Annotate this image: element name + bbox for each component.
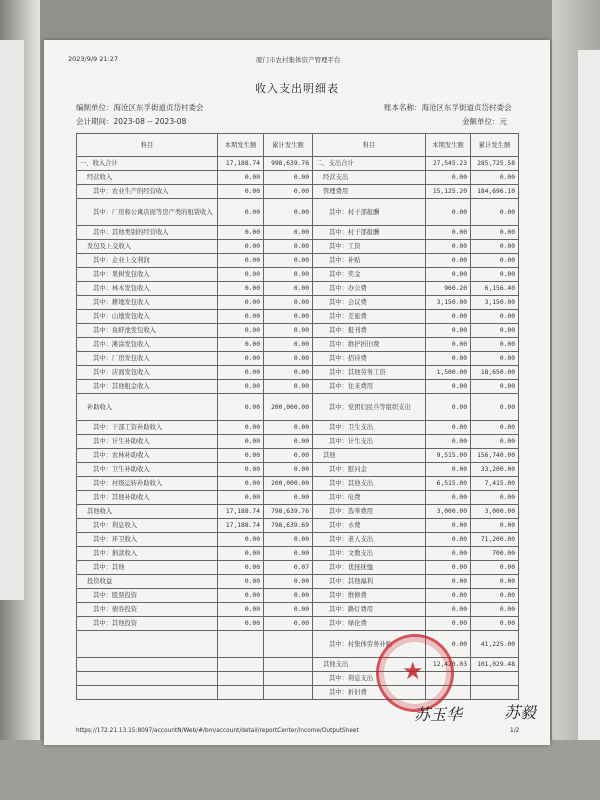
amount-cell: 0.00 xyxy=(218,561,264,575)
amount-cell: 0.00 xyxy=(218,603,264,617)
amount-cell: 0.00 xyxy=(426,352,471,366)
amount-cell: 0.00 xyxy=(471,519,519,533)
amount-cell: 0.00 xyxy=(218,352,264,366)
expense-item-cell: 其中：其他福利 xyxy=(313,575,426,589)
table-row xyxy=(77,421,519,435)
expense-item-cell: 其中：老人支出 xyxy=(313,533,426,547)
income-item-cell: 其中：厂房发包收入 xyxy=(77,352,218,366)
income-item-cell: 发包及上交收入 xyxy=(77,240,218,254)
table-row xyxy=(77,463,519,477)
table-row xyxy=(77,394,519,421)
amount-cell: 0.00 xyxy=(218,421,264,435)
amount-cell: 0.00 xyxy=(218,617,264,631)
table-row xyxy=(77,380,519,394)
table-row xyxy=(77,268,519,282)
expense-item-cell: 其中：办公费 xyxy=(313,282,426,296)
amount-cell: 0.00 xyxy=(264,268,313,282)
page-url: https://172.21.13.15:8097/accountN/Web/#/bm/account/detail/reportCenter/income/OutputSheet xyxy=(76,728,359,734)
income-item-cell: 其中：滩涂发包收入 xyxy=(77,338,218,352)
amount-cell: 0.00 xyxy=(426,491,471,505)
document-page xyxy=(44,40,550,745)
amount-cell: 0.00 xyxy=(218,575,264,589)
amount-cell: 0.00 xyxy=(264,240,313,254)
table-row xyxy=(77,185,519,199)
table-row xyxy=(77,617,519,631)
column-header: 科目 xyxy=(313,134,426,157)
column-header: 科目 xyxy=(77,134,218,157)
table-row xyxy=(77,296,519,310)
amount-cell: 0.00 xyxy=(426,617,471,631)
table-row xyxy=(77,575,519,589)
expense-item-cell: 其中：其他支出 xyxy=(313,477,426,491)
amount-cell: 0.00 xyxy=(426,575,471,589)
amount-cell: 0.00 xyxy=(471,324,519,338)
amount-cell xyxy=(264,686,313,700)
amount-cell: 0.00 xyxy=(264,310,313,324)
amount-cell: 700.00 xyxy=(471,547,519,561)
amount-cell: 0.00 xyxy=(218,463,264,477)
income-item-cell: 其中：林木发包收入 xyxy=(77,282,218,296)
amount-cell: 0.00 xyxy=(264,324,313,338)
amount-cell: 998,639.76 xyxy=(264,157,313,171)
expense-item-cell: 其中：路灯费用 xyxy=(313,603,426,617)
amount-cell xyxy=(264,631,313,658)
income-item-cell: 其中：店面发包收入 xyxy=(77,366,218,380)
page-title: 收入支出明细表 xyxy=(255,82,339,95)
amount-cell: 0.00 xyxy=(471,171,519,185)
amount-cell xyxy=(471,672,519,686)
amount-cell: 41,225.00 xyxy=(471,631,519,658)
amount-cell: 0.00 xyxy=(264,449,313,463)
amount-cell: 0.00 xyxy=(218,394,264,421)
amount-cell: 156,740.00 xyxy=(471,449,519,463)
table-row xyxy=(77,547,519,561)
amount-cell: 0.00 xyxy=(471,380,519,394)
amount-cell: 3,150.00 xyxy=(426,296,471,310)
expense-item-cell: 其中：选举费用 xyxy=(313,505,426,519)
expense-item-cell: 其中：计生支出 xyxy=(313,435,426,449)
currency-unit: 金额单位：元 xyxy=(462,117,507,126)
amount-cell: 3,150.00 xyxy=(471,296,519,310)
income-item-cell: 其中：其他 xyxy=(77,561,218,575)
expense-item-cell: 其中：工资 xyxy=(313,240,426,254)
table-row xyxy=(77,310,519,324)
amount-cell: 0.00 xyxy=(471,435,519,449)
amount-cell: 0.00 xyxy=(264,352,313,366)
amount-cell: 0.00 xyxy=(471,254,519,268)
amount-cell xyxy=(264,672,313,686)
income-item-cell: 其中：农业生产的经营收入 xyxy=(77,185,218,199)
amount-cell: 0.00 xyxy=(264,589,313,603)
amount-cell: 0.00 xyxy=(218,171,264,185)
income-item-cell: 其中：其他投资 xyxy=(77,617,218,631)
table-row xyxy=(77,435,519,449)
amount-cell xyxy=(218,686,264,700)
amount-cell: 0.00 xyxy=(218,435,264,449)
expense-item-cell: 其中：利息支出 xyxy=(313,672,426,686)
table-row xyxy=(77,491,519,505)
amount-cell: 0.00 xyxy=(218,589,264,603)
amount-cell: 9,515.00 xyxy=(426,449,471,463)
amount-cell: 0.00 xyxy=(264,185,313,199)
amount-cell: 960.20 xyxy=(426,282,471,296)
expense-item-cell: 其中：往来费用 xyxy=(313,380,426,394)
amount-cell: 3,000.00 xyxy=(471,505,519,519)
expense-item-cell: 其中：绿化费 xyxy=(313,617,426,631)
income-item-cell: 其中：干部工资补助收入 xyxy=(77,421,218,435)
background-right-paper xyxy=(578,50,600,740)
expense-item-cell: 其中：慰问金 xyxy=(313,463,426,477)
amount-cell xyxy=(218,658,264,672)
amount-cell: 0.00 xyxy=(471,352,519,366)
table-row xyxy=(77,477,519,491)
table-row xyxy=(77,561,519,575)
income-item-cell xyxy=(77,686,218,700)
income-item-cell: 其中：利息收入 xyxy=(77,519,218,533)
expense-item-cell: 其中：其他劳务工资 xyxy=(313,366,426,380)
income-item-cell: 其中：鱼虾池发包收入 xyxy=(77,324,218,338)
income-item-cell: 补助收入 xyxy=(77,394,218,421)
amount-cell: 0.00 xyxy=(218,324,264,338)
expense-item-cell: 其中：会议费 xyxy=(313,296,426,310)
income-item-cell: 其中：计生补助收入 xyxy=(77,435,218,449)
expense-item-cell: 其中：折旧费 xyxy=(313,686,426,700)
amount-cell: 6,515.00 xyxy=(426,477,471,491)
expense-item-cell: 其中：维护折旧费 xyxy=(313,338,426,352)
amount-cell: 200,000.00 xyxy=(264,477,313,491)
amount-cell: 0.00 xyxy=(264,603,313,617)
amount-cell: 15,125.20 xyxy=(426,185,471,199)
amount-cell: 6,156.40 xyxy=(471,282,519,296)
amount-cell: 0.00 xyxy=(264,171,313,185)
expense-item-cell: 其他 xyxy=(313,449,426,463)
amount-cell: 798,639.76 xyxy=(264,505,313,519)
amount-cell: 1,500.00 xyxy=(426,366,471,380)
income-item-cell: 其中：果树发包收入 xyxy=(77,268,218,282)
amount-cell: 0.00 xyxy=(426,463,471,477)
amount-cell: 17,188.74 xyxy=(218,157,264,171)
table-row xyxy=(77,631,519,658)
amount-cell: 285,725.58 xyxy=(471,157,519,171)
amount-cell xyxy=(218,672,264,686)
amount-cell: 0.00 xyxy=(426,268,471,282)
amount-cell: 0.00 xyxy=(426,435,471,449)
income-item-cell: 投资收益 xyxy=(77,575,218,589)
amount-cell xyxy=(218,631,264,658)
amount-cell: 33,200.00 xyxy=(471,463,519,477)
table-row xyxy=(77,603,519,617)
amount-cell: 0.00 xyxy=(218,380,264,394)
amount-cell: 0.00 xyxy=(264,338,313,352)
table-row xyxy=(77,366,519,380)
amount-cell: 17,188.74 xyxy=(218,505,264,519)
amount-cell: 0.00 xyxy=(426,324,471,338)
table-row xyxy=(77,171,519,185)
amount-cell: 12,420.03 xyxy=(426,658,471,672)
amount-cell: 0.00 xyxy=(426,533,471,547)
income-item-cell xyxy=(77,631,218,658)
amount-cell: 0.00 xyxy=(264,199,313,226)
compiling-unit: 编制单位：海沧区东孚街道贞岱村委会 xyxy=(76,103,204,112)
expense-item-cell: 经营支出 xyxy=(313,171,426,185)
accounting-period: 会计期间：2023-08 -- 2023-08 xyxy=(76,117,187,126)
expense-item-cell: 其中：卫生支出 xyxy=(313,421,426,435)
amount-cell: 0.00 xyxy=(218,338,264,352)
amount-cell: 0.00 xyxy=(218,491,264,505)
table-row xyxy=(77,199,519,226)
expense-item-cell: 二、支出合计 xyxy=(313,157,426,171)
table-row xyxy=(77,589,519,603)
amount-cell: 0.00 xyxy=(471,310,519,324)
amount-cell: 0.00 xyxy=(426,631,471,658)
official-seal xyxy=(376,634,454,712)
amount-cell: 0.00 xyxy=(426,310,471,324)
table-row xyxy=(77,505,519,519)
amount-cell: 0.00 xyxy=(218,240,264,254)
amount-cell: 17,188.74 xyxy=(218,519,264,533)
amount-cell: 0.00 xyxy=(218,199,264,226)
amount-cell: 0.00 xyxy=(426,254,471,268)
platform-name: 厦门市农村集体资产管理平台 xyxy=(256,56,341,64)
income-item-cell: 其中：其他类别的经营收入 xyxy=(77,226,218,240)
amount-cell: 0.00 xyxy=(426,603,471,617)
amount-cell: 0.00 xyxy=(264,296,313,310)
amount-cell xyxy=(471,686,519,700)
amount-cell: 0.00 xyxy=(471,603,519,617)
amount-cell: 0.00 xyxy=(471,394,519,421)
amount-cell: 0.00 xyxy=(264,282,313,296)
amount-cell: 0.00 xyxy=(218,449,264,463)
table-row xyxy=(77,352,519,366)
amount-cell: 0.00 xyxy=(218,185,264,199)
amount-cell: 0.00 xyxy=(218,547,264,561)
page-number: 1/2 xyxy=(510,728,520,734)
amount-cell: 0.00 xyxy=(264,366,313,380)
income-item-cell: 其中：企业上交利润 xyxy=(77,254,218,268)
table-row xyxy=(77,282,519,296)
income-item-cell: 其中：厂房和公寓店面等房产类的租赁收入 xyxy=(77,199,218,226)
income-item-cell: 其中：股票投资 xyxy=(77,589,218,603)
amount-cell: 0.00 xyxy=(264,617,313,631)
amount-cell: 0.00 xyxy=(218,268,264,282)
amount-cell: 0.00 xyxy=(264,533,313,547)
table-row xyxy=(77,254,519,268)
expense-item-cell: 其中：差旅费 xyxy=(313,310,426,324)
amount-cell: 0.00 xyxy=(426,421,471,435)
amount-cell: 0.00 xyxy=(426,199,471,226)
amount-cell: 0.00 xyxy=(471,268,519,282)
expense-item-cell: 其中：报刊费 xyxy=(313,324,426,338)
amount-cell: 0.00 xyxy=(471,589,519,603)
expense-item-cell: 其中：维修费 xyxy=(313,589,426,603)
income-item-cell: 其中：山地发包收入 xyxy=(77,310,218,324)
amount-cell: 0.00 xyxy=(218,296,264,310)
amount-cell: 0.00 xyxy=(426,338,471,352)
amount-cell: 0.00 xyxy=(426,226,471,240)
income-item-cell: 经营收入 xyxy=(77,171,218,185)
amount-cell: 0.07 xyxy=(264,561,313,575)
table-row xyxy=(77,686,519,700)
amount-cell: 0.00 xyxy=(218,366,264,380)
amount-cell: 0.00 xyxy=(426,380,471,394)
income-item-cell: 其中：耕地发包收入 xyxy=(77,296,218,310)
background-left-paper xyxy=(0,40,24,600)
ledger-name: 账本名称：海沧区东孚街道贞岱村委会 xyxy=(384,103,512,112)
expense-item-cell: 其中：党团妇民兵等组织支出 xyxy=(313,394,426,421)
table-row xyxy=(77,533,519,547)
amount-cell: 0.00 xyxy=(264,254,313,268)
amount-cell: 0.00 xyxy=(426,589,471,603)
background-floor xyxy=(0,740,600,800)
amount-cell: 18,650.00 xyxy=(471,366,519,380)
amount-cell: 0.00 xyxy=(218,533,264,547)
expense-item-cell: 其中：村干部报酬 xyxy=(313,226,426,240)
amount-cell: 0.00 xyxy=(426,394,471,421)
table-row xyxy=(77,519,519,533)
income-item-cell: 其中：债券投资 xyxy=(77,603,218,617)
table-header-row xyxy=(77,134,519,157)
income-item-cell xyxy=(77,672,218,686)
amount-cell: 0.00 xyxy=(471,199,519,226)
amount-cell: 0.00 xyxy=(264,491,313,505)
expense-item-cell: 其中：优抚抚恤 xyxy=(313,561,426,575)
table-row xyxy=(77,449,519,463)
amount-cell: 200,000.00 xyxy=(264,394,313,421)
amount-cell: 0.00 xyxy=(264,435,313,449)
amount-cell: 0.00 xyxy=(471,421,519,435)
amount-cell: 0.00 xyxy=(426,171,471,185)
seal-star-icon: ★ xyxy=(402,657,424,685)
signature-right: 苏毅 xyxy=(504,703,537,722)
amount-cell: 0.00 xyxy=(471,226,519,240)
amount-cell xyxy=(264,658,313,672)
column-header: 本期发生额 xyxy=(218,134,264,157)
print-datetime: 2023/9/9 21:27 xyxy=(68,55,118,63)
amount-cell: 0.00 xyxy=(218,254,264,268)
expense-item-cell: 其中：文教支出 xyxy=(313,547,426,561)
amount-cell: 0.00 xyxy=(471,561,519,575)
amount-cell: 0.00 xyxy=(471,240,519,254)
amount-cell: 71,200.00 xyxy=(471,533,519,547)
amount-cell: 0.00 xyxy=(426,561,471,575)
amount-cell: 0.00 xyxy=(426,519,471,533)
amount-cell: 0.00 xyxy=(264,463,313,477)
table-row xyxy=(77,240,519,254)
income-item-cell: 其中：农林补助收入 xyxy=(77,449,218,463)
amount-cell: 0.00 xyxy=(471,575,519,589)
amount-cell: 0.00 xyxy=(218,226,264,240)
expense-item-cell: 其他支出 xyxy=(313,658,426,672)
table-row xyxy=(77,324,519,338)
column-header: 本期发生额 xyxy=(426,134,471,157)
income-item-cell: 其中：其他租金收入 xyxy=(77,380,218,394)
column-header: 累计发生额 xyxy=(471,134,519,157)
column-header: 累计发生额 xyxy=(264,134,313,157)
income-item-cell xyxy=(77,658,218,672)
amount-cell: 0.00 xyxy=(264,575,313,589)
income-item-cell: 其中：捐款收入 xyxy=(77,547,218,561)
income-item-cell: 其中：其他补助收入 xyxy=(77,491,218,505)
amount-cell: 184,696.10 xyxy=(471,185,519,199)
expense-item-cell: 其中：招待费 xyxy=(313,352,426,366)
amount-cell: 0.00 xyxy=(471,491,519,505)
expense-item-cell: 其中：村集体劳务补贴 xyxy=(313,631,426,658)
income-item-cell: 其他收入 xyxy=(77,505,218,519)
expense-item-cell: 管理费用 xyxy=(313,185,426,199)
amount-cell: 0.00 xyxy=(218,477,264,491)
amount-cell: 0.00 xyxy=(471,617,519,631)
amount-cell: 0.00 xyxy=(218,310,264,324)
income-item-cell: 其中：村级运转补助收入 xyxy=(77,477,218,491)
expense-item-cell: 其中：奖金 xyxy=(313,268,426,282)
amount-cell: 0.00 xyxy=(264,380,313,394)
amount-cell: 0.00 xyxy=(264,547,313,561)
amount-cell: 7,415.00 xyxy=(471,477,519,491)
amount-cell: 3,000.00 xyxy=(426,505,471,519)
signature-left: 苏玉华 xyxy=(414,705,463,724)
amount-cell: 0.00 xyxy=(426,547,471,561)
amount-cell: 0.00 xyxy=(218,282,264,296)
expense-item-cell: 其中：水费 xyxy=(313,519,426,533)
income-item-cell: 其中：环卫收入 xyxy=(77,533,218,547)
amount-cell: 0.00 xyxy=(264,421,313,435)
table-row xyxy=(77,157,519,171)
income-item-cell: 一、收入合计 xyxy=(77,157,218,171)
amount-cell: 798,639.69 xyxy=(264,519,313,533)
amount-cell: 101,029.48 xyxy=(471,658,519,672)
amount-cell: 0.00 xyxy=(471,338,519,352)
amount-cell: 0.00 xyxy=(264,226,313,240)
table-row xyxy=(77,338,519,352)
amount-cell: 0.00 xyxy=(426,240,471,254)
expense-item-cell: 其中：补贴 xyxy=(313,254,426,268)
income-expense-table xyxy=(76,133,519,700)
amount-cell: 27,545.23 xyxy=(426,157,471,171)
expense-item-cell: 其中：电费 xyxy=(313,491,426,505)
expense-item-cell: 其中：村干部报酬 xyxy=(313,199,426,226)
income-item-cell: 其中：卫生补助收入 xyxy=(77,463,218,477)
table-row xyxy=(77,226,519,240)
